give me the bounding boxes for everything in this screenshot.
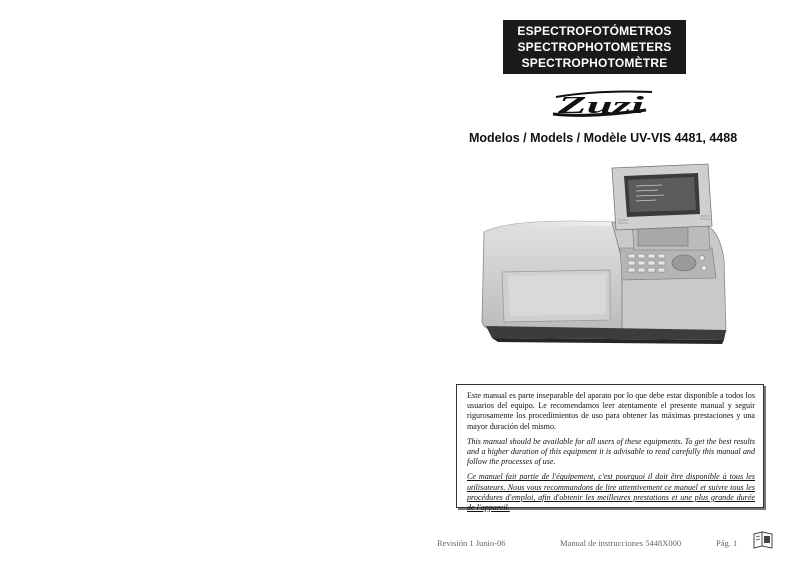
- spectrophotometer-image: [472, 160, 738, 350]
- footer-revision: Revisión 1 Junio-06: [437, 538, 506, 548]
- footer-page-number: Pág. 1: [716, 538, 738, 548]
- models-line: Modelos / Models / Modèle UV-VIS 4481, 4488: [469, 131, 738, 145]
- footer-manual-ref: Manual de instrucciones 5448X000: [560, 538, 682, 548]
- notice-box: [456, 384, 764, 513]
- brand-text: Zuzi: [556, 93, 645, 119]
- notice-spanish: Este manual es parte inseparable del aparato por lo que debe estar disponible a todos los usuarios del equipo. Le recomendamos leer atentamente el presente manual y seguir rigurosamente los procedimientos de uso para obtener las máximas prestaciones y una mayor duración del mismo.: [467, 391, 755, 431]
- title-line-fr: SPECTROPHOTOMÈTRE: [521, 56, 668, 70]
- title-line-es: ESPECTROFOTÓMETROS: [517, 24, 672, 38]
- title-line-en: SPECTROPHOTOMETERS: [517, 40, 672, 54]
- zuzi-logo: [548, 88, 656, 120]
- notice-english: This manual should be available for all users of these equipments. To get the best results and a higher duration of this equipment it is advisable to read carefully this manual and follow the processes of use.: [467, 436, 755, 467]
- manual-book-icon: [752, 531, 774, 549]
- title-box: [503, 20, 686, 74]
- notice-french: Ce manuel fait partie de l'équipement, c'est pourquoi il doit être disponible à tous les utilisateurs. Nous vous recommandons de lire attentivement ce manuel et suivre tous les procédures d'emploi, afin d'obtenir les meilleures prestations et une plus grande durée de l'appareil.: [467, 472, 755, 513]
